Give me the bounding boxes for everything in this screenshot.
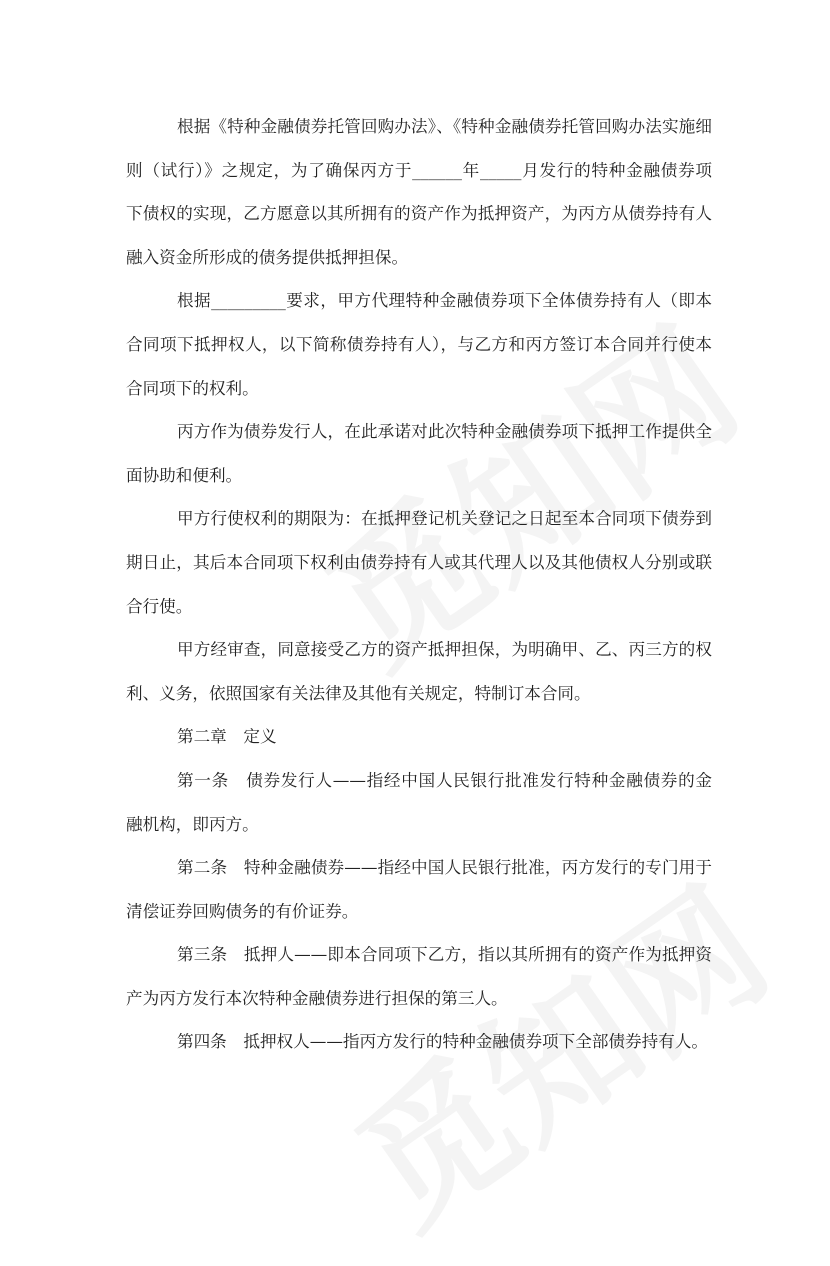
paragraph	[126, 846, 712, 933]
paragraph-line: 清偿证券回购债务的有价证券。	[126, 901, 359, 921]
paragraph	[126, 628, 712, 715]
paragraph-line: 第四条 抵押权人——指丙方发行的特种金融债券项下全部债券持有人。	[177, 1032, 708, 1052]
paragraph	[126, 105, 712, 279]
paragraph-line: 丙方作为债券发行人，在此承诺对此次特种金融债券项下抵押工作提供全	[177, 422, 712, 442]
paragraph-line: 第二条 特种金融债券——指经中国人民银行批准，丙方发行的专门用于	[177, 858, 712, 878]
paragraph	[126, 410, 712, 497]
paragraph-line: 甲方行使权利的期限为：在抵押登记机关登记之日起至本合同项下债券到	[177, 509, 712, 529]
paragraph	[126, 279, 712, 410]
paragraph-line: 利、义务，依照国家有关法律及其他有关规定，特制订本合同。	[126, 683, 591, 703]
paragraph-line: 合同项下抵押权人，以下简称债券持有人），与乙方和丙方签订本合同并行使本	[126, 334, 712, 354]
paragraph-line: 面协助和便利。	[126, 465, 243, 485]
paragraph-line: 则（试行）》之规定，为了确保丙方于______年_____月发行的特种金融债券项	[126, 160, 712, 180]
paragraph-line: 融入资金所形成的债务提供抵押担保。	[126, 247, 409, 267]
paragraph-line: 第一条 债券发行人——指经中国人民银行批准发行特种金融债券的金	[177, 770, 712, 790]
paragraph-line: 下债权的实现，乙方愿意以其所拥有的资产作为抵押资产，为丙方从债券持有人	[126, 204, 712, 224]
paragraph-line: 融机构，即丙方。	[126, 814, 259, 834]
paragraph-line: 合行使。	[126, 596, 193, 616]
paragraph-line: 甲方经审查，同意接受乙方的资产抵押担保，为明确甲、乙、丙三方的权	[177, 640, 712, 660]
paragraph	[126, 933, 712, 1020]
paragraph-line: 产为丙方发行本次特种金融债券进行担保的第三人。	[126, 988, 508, 1008]
paragraph-line: 根据《特种金融债券托管回购办法》、《特种金融债券托管回购办法实施细	[177, 117, 712, 136]
paragraph	[126, 497, 712, 628]
paragraph-line: 第三条 抵押人——即本合同项下乙方，指以其所拥有的资产作为抵押资	[177, 945, 712, 965]
paragraph	[126, 1020, 712, 1064]
document-body	[126, 105, 712, 1064]
paragraph-line: 根据_________要求，甲方代理特种金融债券项下全体债券持有人（即本	[177, 291, 712, 311]
paragraph	[126, 715, 712, 759]
paragraph	[126, 759, 712, 846]
paragraph-line: 合同项下的权利。	[126, 378, 259, 398]
paragraph-line: 第二章 定义	[177, 727, 277, 747]
paragraph-line: 期日止，其后本合同项下权利由债券持有人或其代理人以及其他债权人分别或联	[126, 552, 712, 572]
